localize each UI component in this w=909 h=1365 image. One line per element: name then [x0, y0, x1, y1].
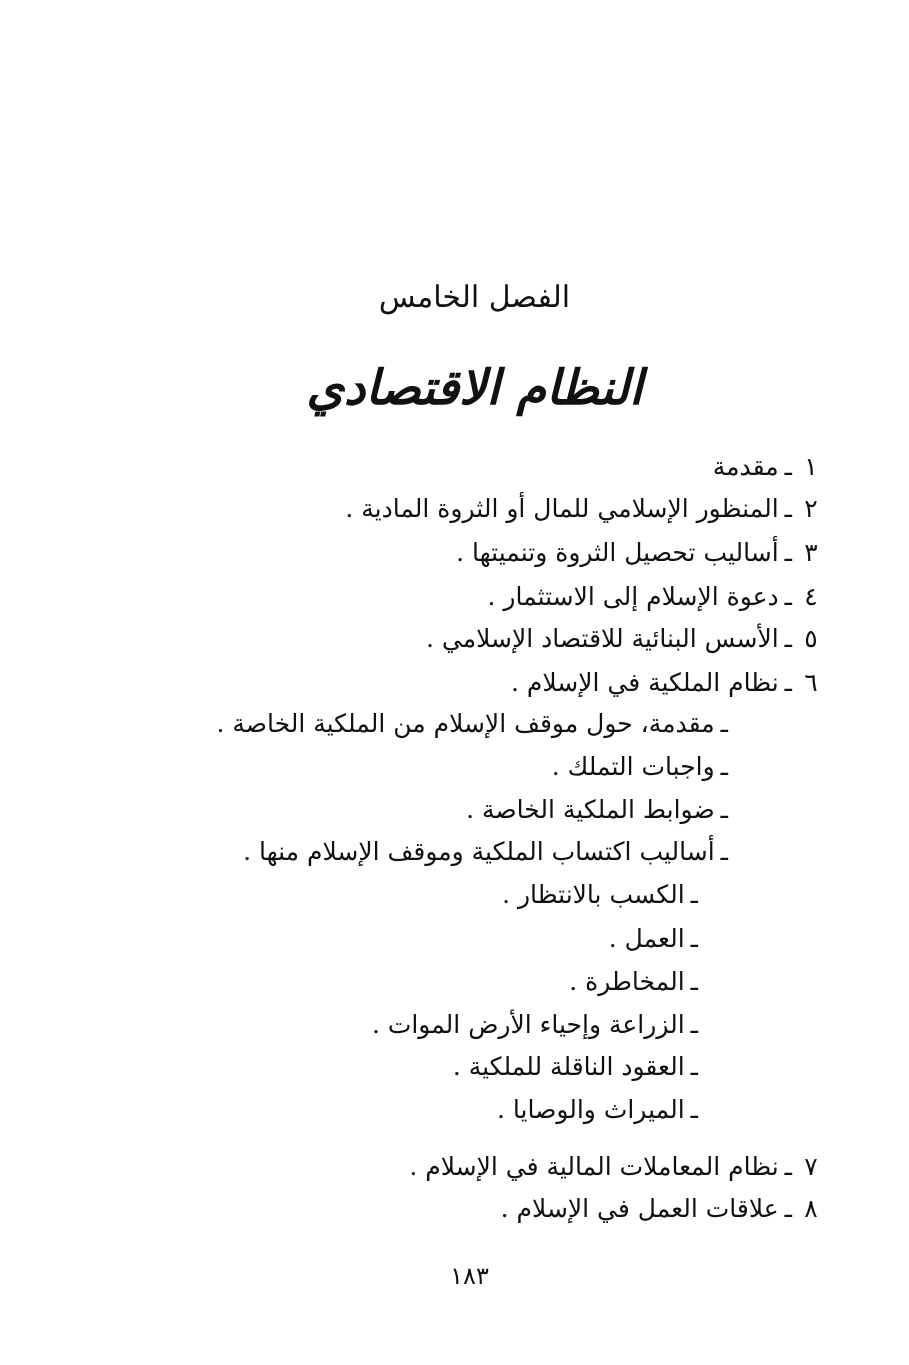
toc-subsubitem: ـالزراعة وإحياء الأرض الموات . — [371, 1010, 698, 1039]
toc-subitem: ـضوابط الملكية الخاصة . — [466, 795, 728, 824]
toc-item: ٦ـنظام الملكية في الإسلام . — [511, 666, 824, 700]
toc-subitem: ـمقدمة، حول موقف الإسلام من الملكية الخاصة . — [216, 709, 728, 738]
chapter-title: النظام الاقتصادي — [306, 360, 643, 416]
toc-subsubitem-text: الكسب بالانتظار . — [502, 880, 685, 909]
toc-item-number: ٥ — [804, 624, 818, 653]
toc-subsubitem: ـالميراث والوصايا . — [497, 1095, 698, 1124]
page-number: ١٨٣ — [450, 1262, 489, 1290]
toc-subitem-text: واجبات التملك . — [551, 752, 715, 781]
toc-item-number: ٦ — [804, 668, 818, 697]
toc-item-number: ٨ — [804, 1194, 818, 1223]
toc-subsubitem: ـالعمل . — [608, 924, 698, 953]
toc-item: ٢ـالمنظور الإسلامي للمال أو الثروة المادية . — [345, 492, 824, 526]
toc-subsubitem: ـالمخاطرة . — [569, 967, 698, 996]
toc-item: ٤ـدعوة الإسلام إلى الاستثمار . — [488, 580, 824, 614]
toc-subsubitem-text: العقود الناقلة للملكية . — [452, 1052, 685, 1081]
toc-subitem: ـأساليب اكتساب الملكية وموقف الإسلام منها . — [243, 837, 728, 866]
toc-subitem: ـواجبات التملك . — [551, 752, 728, 781]
toc-item-number: ١ — [804, 452, 818, 481]
toc-item-text: نظام المعاملات المالية في الإسلام . — [409, 1152, 779, 1181]
toc-subitem-text: أساليب اكتساب الملكية وموقف الإسلام منها . — [243, 837, 715, 866]
toc-item-text: دعوة الإسلام إلى الاستثمار . — [487, 582, 779, 611]
toc-item-number: ٢ — [804, 494, 818, 523]
toc-item-text: مقدمة — [712, 452, 779, 481]
toc-item: ٣ـأساليب تحصيل الثروة وتنميتها . — [456, 536, 824, 570]
toc-item-text: الأسس البنائية للاقتصاد الإسلامي . — [425, 624, 779, 653]
toc-item: ٧ـنظام المعاملات المالية في الإسلام . — [409, 1150, 824, 1184]
toc-item-text: نظام الملكية في الإسلام . — [510, 668, 779, 697]
toc-item-number: ٤ — [804, 582, 818, 611]
toc-subsubitem: ـالعقود الناقلة للملكية . — [452, 1052, 698, 1081]
toc-subitem-text: ضوابط الملكية الخاصة . — [466, 795, 715, 824]
toc-item-number: ٣ — [804, 538, 818, 567]
toc-subsubitem-text: الزراعة وإحياء الأرض الموات . — [371, 1010, 685, 1039]
toc-subsubitem-text: الميراث والوصايا . — [497, 1095, 685, 1124]
toc-item: ٥ـالأسس البنائية للاقتصاد الإسلامي . — [426, 622, 824, 656]
toc-item-number: ٧ — [804, 1152, 818, 1181]
toc-item-text: أساليب تحصيل الثروة وتنميتها . — [456, 538, 779, 567]
toc-item-text: المنظور الإسلامي للمال أو الثروة المادية . — [345, 494, 779, 523]
toc-subitem-text: مقدمة، حول موقف الإسلام من الملكية الخاصة . — [216, 709, 715, 738]
toc-subsubitem: ـالكسب بالانتظار . — [502, 880, 698, 909]
toc-item-text: علاقات العمل في الإسلام . — [500, 1194, 779, 1223]
chapter-heading: الفصل الخامس — [378, 280, 571, 315]
toc-item: ١ـمقدمة — [713, 450, 824, 484]
toc-item: ٨ـعلاقات العمل في الإسلام . — [501, 1192, 824, 1226]
toc-subsubitem-text: المخاطرة . — [569, 967, 685, 996]
toc-subsubitem-text: العمل . — [608, 924, 685, 953]
